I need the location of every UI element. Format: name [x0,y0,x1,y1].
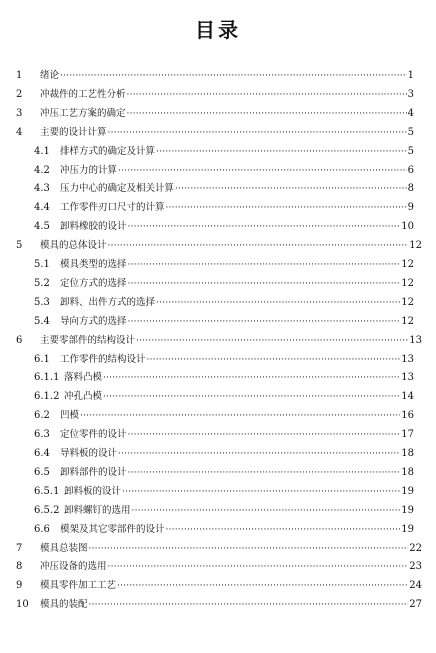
toc-dot-leader [127,108,407,120]
toc-entry-page-number: 4 [407,107,414,119]
toc-dot-leader [103,391,400,403]
toc-dot-leader [103,372,400,384]
toc-entry-number: 10 [16,599,29,611]
toc-entry-number: 6.5.1 [34,485,60,497]
toc-dot-leader [128,467,401,479]
toc-entry-title: 冲裁件的工艺性分析 [40,88,126,100]
toc-entry[interactable] [16,66,414,82]
toc-entry-number: 4.3 [34,183,50,195]
page-title: 目录 [195,18,241,42]
toc-entry-page-number: 22 [409,542,422,554]
toc-entry-number: 4.4 [34,202,50,214]
toc-entry[interactable] [16,236,422,252]
toc-entry[interactable] [34,387,414,403]
toc-entry-title: 模具零件加工工艺 [40,580,117,592]
toc-dot-leader [166,524,401,536]
toc-entry-number: 4 [16,126,23,138]
toc-entry-number: 2 [16,88,23,100]
toc-entry-page-number: 5 [407,126,414,138]
toc-entry[interactable] [16,331,422,347]
toc-entry[interactable] [34,482,414,498]
toc-entry-page-number: 5 [407,145,414,157]
toc-dot-leader [147,354,401,366]
toc-entry-title: 冲孔凸模 [64,391,103,403]
toc-entry-title: 凹模 [60,410,80,422]
toc-entry-page-number: 3 [407,88,414,100]
toc-entry-page-number: 10 [401,221,414,233]
toc-entry[interactable] [16,104,414,120]
toc-entry-title: 定位方式的选择 [60,277,127,289]
toc-entry-number: 8 [16,561,23,573]
toc-entry-page-number: 24 [409,580,422,592]
toc-entry[interactable] [16,123,414,139]
toc-entry[interactable] [34,274,414,290]
toc-entry-number: 4.5 [34,221,50,233]
toc-entry-number: 5 [16,240,23,252]
toc-entry-page-number: 17 [401,429,414,441]
toc-entry-title: 模架及其它零部件的设计 [60,523,165,535]
toc-entry-title: 导向方式的选择 [60,315,127,327]
toc-entry-title: 模具类型的选择 [60,259,127,270]
toc-dot-leader [108,561,409,573]
toc-entry-page-number: 9 [407,202,414,214]
toc-entry-page-number: 27 [409,599,422,611]
toc-entry-number: 6.4 [34,448,50,459]
toc-entry-number: 5.3 [34,296,50,308]
toc-entry-number: 6.1.2 [34,391,60,403]
toc-entry-title: 排样方式的确定及计算 [60,145,156,157]
toc-entry-number: 4.2 [34,164,50,176]
toc-dot-leader [127,89,407,101]
toc-entry[interactable] [34,217,414,233]
toc-entry-page-number: 12 [401,296,414,308]
toc-dot-leader [156,297,400,309]
toc-entry-title: 冲压设备的选用 [40,561,107,573]
toc-entry-number: 5.2 [34,277,50,289]
toc-entry[interactable] [34,312,414,328]
toc-entry-number: 6.5.2 [34,504,60,516]
toc-entry-number: 1 [16,70,23,81]
toc-dot-leader [108,240,409,252]
toc-entry-number: 3 [16,107,23,119]
toc-entry-number: 6.1.1 [34,372,60,384]
toc-entry-page-number: 19 [401,485,414,497]
toc-entry-title: 冲压工艺方案的确定 [40,107,126,119]
toc-entry-title: 压力中心的确定及相关计算 [60,183,175,195]
toc-entry[interactable] [34,142,414,158]
toc-entry-title: 主要的设计计算 [40,126,107,138]
toc-entry[interactable] [34,406,414,422]
toc-entry-page-number: 16 [401,410,414,422]
toc-entry-title: 工作零件刃口尺寸的计算 [60,202,165,214]
toc-entry-title: 定位零件的设计 [60,429,127,441]
toc-entry[interactable] [34,520,414,536]
toc-dot-leader [128,221,401,233]
toc-dot-leader [128,429,401,441]
toc-entry-page-number: 6 [407,164,414,176]
toc-entry-number: 9 [16,580,23,592]
toc-entry-number: 6.5 [34,466,50,478]
toc-entry[interactable] [34,463,414,479]
toc-entry[interactable] [16,576,422,592]
toc-entry[interactable] [34,255,414,271]
toc-dot-leader [89,543,409,555]
toc-dot-leader [156,146,407,158]
toc-entry-title: 卸料板的设计 [64,485,122,497]
toc-dot-leader [118,448,400,460]
toc-entry-number: 6.1 [34,353,50,365]
toc-entry-number: 4.1 [34,145,50,157]
toc-entry-number: 6 [16,334,23,346]
toc-entry-title: 主要零部件的结构设计 [40,334,136,346]
toc-entry-title: 卸料部件的设计 [60,466,127,478]
toc-entry-page-number: 18 [401,466,414,478]
toc-entry-title: 导料板的设计 [60,448,118,459]
toc-entry-title: 绪论 [40,70,60,81]
toc-entry[interactable] [34,425,414,441]
toc-dot-leader [108,127,407,139]
toc-dot-leader [175,183,407,195]
toc-entry-number: 7 [16,542,23,554]
toc-dot-leader [132,505,401,517]
toc-entry-page-number: 19 [401,523,414,535]
toc-entry-title: 模具的总体设计 [40,240,107,252]
toc-entry-page-number: 23 [409,561,422,573]
toc-entry-number: 5.4 [34,315,50,327]
toc-entry[interactable] [16,85,414,101]
toc-entry[interactable] [34,368,414,384]
toc-entry[interactable] [16,557,422,573]
toc-entry-page-number: 14 [401,391,414,403]
toc-entry-title: 卸料螺钉的选用 [64,504,131,516]
toc-dot-leader [122,486,400,498]
toc-dot-leader [89,599,409,611]
toc-entry-page-number: 18 [401,448,414,459]
toc-entry-title: 工作零件的结构设计 [60,353,146,365]
toc-dot-leader [60,70,407,82]
toc-entry-page-number: 1 [407,70,414,81]
toc-entry-page-number: 12 [401,259,414,270]
toc-dot-leader [128,316,401,328]
toc-entry-title: 卸料橡胶的设计 [60,221,127,233]
toc-entry-page-number: 12 [401,315,414,327]
toc-dot-leader [136,335,408,347]
toc-dot-leader [128,259,401,271]
toc-entry-title: 模具的装配 [40,599,88,611]
toc-entry-number: 6.6 [34,523,50,535]
toc-entry-page-number: 8 [407,183,414,195]
toc-entry-page-number: 13 [401,353,414,365]
toc-entry-page-number: 19 [401,504,414,516]
toc-entry-number: 6.3 [34,429,50,441]
toc-entry-title: 冲压力的计算 [60,164,118,176]
toc-entry[interactable] [16,595,422,611]
toc-entry-page-number: 12 [401,277,414,289]
toc-entry-page-number: 12 [409,240,422,252]
toc-entry-title: 模具总装图 [40,542,88,554]
toc-dot-leader [80,410,400,422]
toc-entry[interactable] [16,539,422,555]
toc-entry[interactable] [34,501,414,517]
toc-entry-page-number: 13 [409,334,422,346]
toc-dot-leader [117,580,408,592]
toc-dot-leader [128,278,401,290]
toc-entry[interactable] [34,198,414,214]
toc-entry[interactable] [34,179,414,195]
toc-dot-leader [166,202,407,214]
toc-entry-number: 6.2 [34,410,50,422]
toc-entry[interactable] [34,350,414,366]
toc-entry-title: 落料凸模 [64,372,103,384]
toc-entry[interactable] [34,161,414,177]
toc-entry[interactable] [34,293,414,309]
toc-entry[interactable] [34,444,414,460]
toc-entry-page-number: 13 [401,372,414,384]
toc-entry-title: 卸料、出件方式的选择 [60,296,156,308]
toc-dot-leader [118,165,407,177]
toc-entry-number: 5.1 [34,259,50,270]
